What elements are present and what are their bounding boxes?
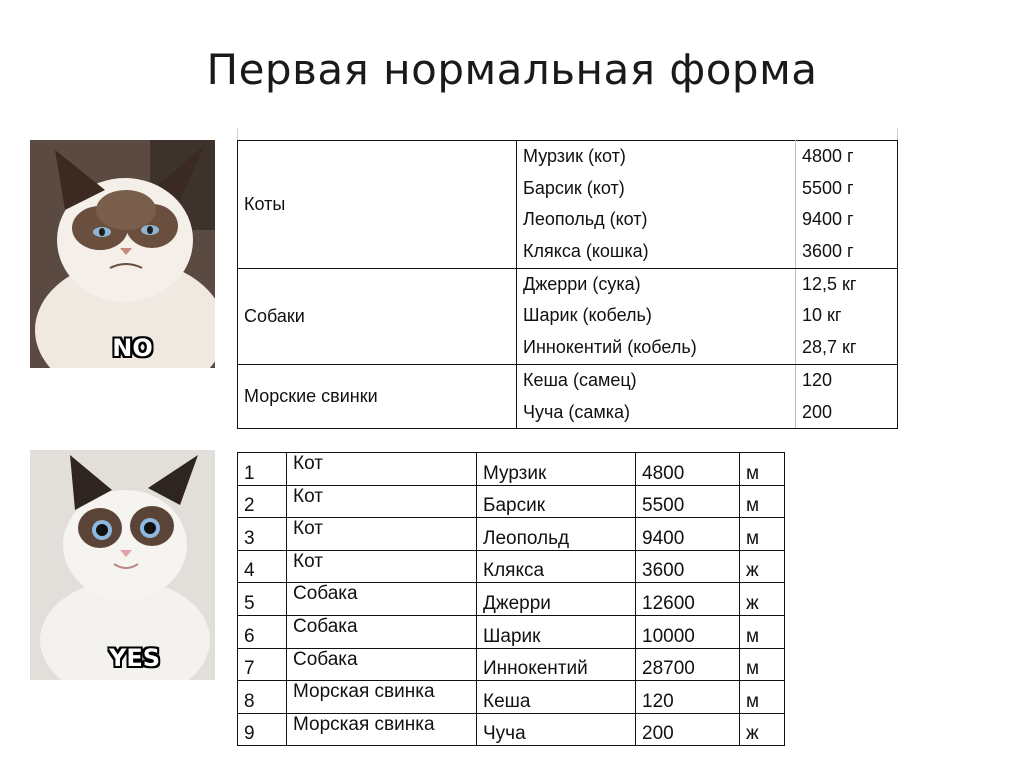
id-cell: 4 bbox=[238, 550, 287, 583]
sex-cell: м bbox=[740, 615, 785, 648]
table-row bbox=[238, 615, 785, 648]
name-cell: Мурзик bbox=[477, 453, 636, 486]
id-cell: 9 bbox=[238, 713, 287, 746]
weight-cell: 10000 bbox=[636, 615, 740, 648]
grouped-animals-table bbox=[237, 140, 898, 429]
animal-weight: 10 кг bbox=[802, 305, 842, 326]
id-cell: 8 bbox=[238, 681, 287, 714]
name-cell: Клякса bbox=[477, 550, 636, 583]
animal-weight: 12,5 кг bbox=[802, 273, 857, 294]
grumpy-cat-image bbox=[30, 140, 215, 368]
animal-weight: 4800 г bbox=[802, 146, 854, 166]
kind-cell: Морская свинка bbox=[287, 713, 477, 746]
kind-cell: Кот bbox=[287, 518, 477, 551]
table-row bbox=[238, 713, 785, 746]
no-caption: NO bbox=[112, 334, 153, 362]
names-cell bbox=[517, 141, 796, 269]
name-cell: Чуча bbox=[477, 713, 636, 746]
animal-name: Клякса (кошка) bbox=[523, 241, 649, 262]
happy-cat-image bbox=[30, 450, 215, 680]
weights-cell bbox=[796, 141, 898, 269]
table-row bbox=[238, 453, 785, 486]
sex-cell: м bbox=[740, 485, 785, 518]
weight-cell: 12600 bbox=[636, 583, 740, 616]
group-cell: Морские свинки bbox=[238, 364, 517, 428]
animal-weight: 9400 г bbox=[802, 209, 854, 230]
table-row bbox=[238, 681, 785, 714]
kind-cell: Морская свинка bbox=[287, 681, 477, 714]
sex-cell: ж bbox=[740, 583, 785, 616]
weights-cell bbox=[796, 364, 898, 428]
table-row bbox=[238, 485, 785, 518]
kind-cell: Кот bbox=[287, 453, 477, 486]
names-cell bbox=[517, 364, 796, 428]
weight-cell: 3600 bbox=[636, 550, 740, 583]
sex-cell: м bbox=[740, 681, 785, 714]
names-cell bbox=[517, 268, 796, 364]
yes-caption: YES bbox=[108, 644, 161, 672]
kind-cell: Собака bbox=[287, 648, 477, 681]
name-cell: Кеша bbox=[477, 681, 636, 714]
animal-weight: 3600 г bbox=[802, 241, 854, 262]
animal-weight: 5500 г bbox=[802, 177, 854, 198]
kind-cell: Собака bbox=[287, 615, 477, 648]
animal-name: Барсик (кот) bbox=[523, 177, 625, 198]
table-row bbox=[238, 268, 898, 364]
sex-cell: м bbox=[740, 453, 785, 486]
slide-title: Первая нормальная форма bbox=[206, 45, 818, 94]
animal-name: Иннокентий (кобель) bbox=[523, 337, 697, 358]
table-row bbox=[238, 583, 785, 616]
table-row bbox=[238, 518, 785, 551]
weight-cell: 28700 bbox=[636, 648, 740, 681]
animal-weight: 200 bbox=[802, 401, 833, 422]
normalized-animals-table bbox=[237, 452, 785, 746]
animal-name: Мурзик (кот) bbox=[523, 146, 626, 166]
group-cell: Собаки bbox=[238, 268, 517, 364]
id-cell: 6 bbox=[238, 615, 287, 648]
weight-cell: 5500 bbox=[636, 485, 740, 518]
weight-cell: 120 bbox=[636, 681, 740, 714]
animal-name: Джерри (сука) bbox=[523, 273, 641, 294]
table-row bbox=[238, 648, 785, 681]
weight-cell: 200 bbox=[636, 713, 740, 746]
animal-name: Кеша (самец) bbox=[523, 369, 637, 390]
name-cell: Джерри bbox=[477, 583, 636, 616]
kind-cell: Кот bbox=[287, 550, 477, 583]
sex-cell: ж bbox=[740, 550, 785, 583]
animal-name: Шарик (кобель) bbox=[523, 305, 652, 326]
kind-cell: Собака bbox=[287, 583, 477, 616]
id-cell: 3 bbox=[238, 518, 287, 551]
table-row bbox=[238, 550, 785, 583]
name-cell: Леопольд bbox=[477, 518, 636, 551]
name-cell: Иннокентий bbox=[477, 648, 636, 681]
group-cell: Коты bbox=[238, 141, 517, 269]
id-cell: 1 bbox=[238, 453, 287, 486]
sex-cell: ж bbox=[740, 713, 785, 746]
animal-name: Леопольд (кот) bbox=[523, 209, 648, 230]
id-cell: 7 bbox=[238, 648, 287, 681]
name-cell: Шарик bbox=[477, 615, 636, 648]
id-cell: 2 bbox=[238, 485, 287, 518]
sex-cell: м bbox=[740, 648, 785, 681]
animal-weight: 28,7 кг bbox=[802, 337, 857, 358]
animal-weight: 120 bbox=[802, 369, 833, 390]
animal-name: Чуча (самка) bbox=[523, 401, 631, 422]
name-cell: Барсик bbox=[477, 485, 636, 518]
weight-cell: 4800 bbox=[636, 453, 740, 486]
kind-cell: Кот bbox=[287, 485, 477, 518]
table-row bbox=[238, 364, 898, 428]
weights-cell bbox=[796, 268, 898, 364]
sex-cell: м bbox=[740, 518, 785, 551]
weight-cell: 9400 bbox=[636, 518, 740, 551]
id-cell: 5 bbox=[238, 583, 287, 616]
table-row bbox=[238, 141, 898, 269]
